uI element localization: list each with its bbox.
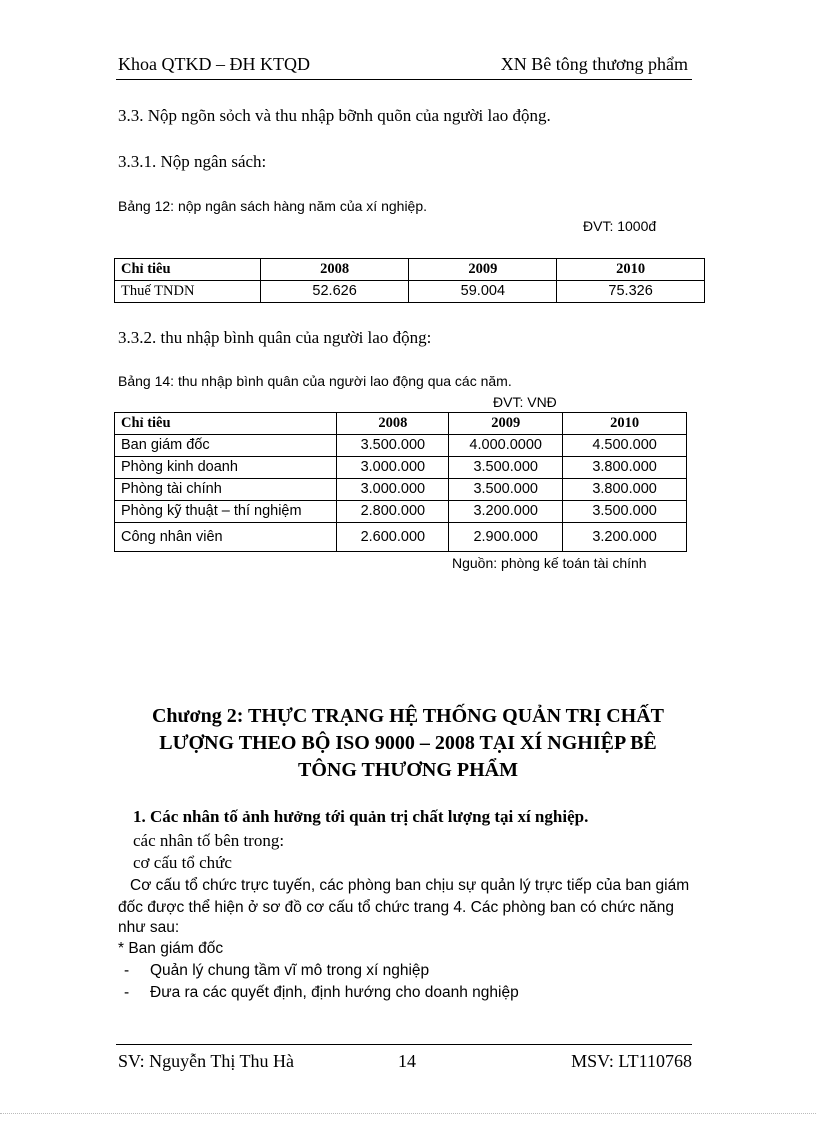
- table-cell: 4.000.0000: [449, 435, 563, 457]
- table14-unit: ĐVT: VNĐ: [493, 394, 557, 410]
- table-cell: 3.500.000: [449, 479, 563, 501]
- footer-left: SV: Nguyễn Thị Thu Hà: [118, 1051, 294, 1071]
- table-header-row: [115, 413, 687, 435]
- chapter-title-line-1: Chương 2: THỰC TRẠNG HỆ THỐNG QUẢN TRỊ CHẤT: [151, 705, 665, 727]
- footer-rule: [116, 1044, 692, 1045]
- table-header-cell: 2009: [449, 413, 563, 435]
- table12: [114, 258, 705, 303]
- table-row: [115, 523, 687, 552]
- bullet-heading: * Ban giám đốc: [118, 940, 224, 957]
- table-cell: Công nhân viên: [115, 523, 337, 552]
- header-left: Khoa QTKD – ĐH KTQD: [118, 54, 310, 74]
- table-cell: 2.600.000: [337, 523, 449, 552]
- section-3-3-heading: 3.3. Nộp ngõn sỏch và thu nhập bỡnh quõn của người lao động.: [118, 106, 551, 125]
- page-number: 14: [398, 1051, 416, 1071]
- table-cell: 3.500.000: [337, 435, 449, 457]
- table-row: [115, 501, 687, 523]
- table-header-cell: Chỉ tiêu: [115, 413, 337, 435]
- table12-unit: ĐVT: 1000đ: [583, 218, 657, 234]
- table-row: [115, 281, 705, 303]
- table-header-cell: Chỉ tiêu: [115, 259, 261, 281]
- table-cell: 3.500.000: [449, 457, 563, 479]
- table-cell: 2.900.000: [449, 523, 563, 552]
- table-cell: 3.800.000: [563, 479, 687, 501]
- chapter-title-line-3: TÔNG THƯƠNG PHẨM: [298, 759, 518, 781]
- chapter-title-line-2: LƯỢNG THEO BỘ ISO 9000 – 2008 TẠI XÍ NGHIỆP BÊ: [159, 732, 657, 754]
- table-cell: Phòng kỹ thuật – thí nghiệm: [115, 501, 337, 523]
- section-3-3-2-heading: 3.3.2. thu nhập bình quân của người lao động:: [118, 328, 432, 347]
- header-right: XN Bê tông thương phẩm: [500, 54, 688, 74]
- table14-source: Nguồn: phòng kế toán tài chính: [452, 555, 647, 571]
- table-cell: 2.800.000: [337, 501, 449, 523]
- table-cell: 3.500.000: [563, 501, 687, 523]
- table14: [114, 412, 687, 552]
- body-subheading-structure: cơ cấu tổ chức: [133, 853, 232, 872]
- body-paragraph-line: Cơ cấu tổ chức trực tuyến, các phòng ban chịu sự quản lý trực tiếp của ban giám: [130, 877, 690, 894]
- body-paragraph-line: đốc được thể hiện ở sơ đồ cơ cấu tổ chức trang 4. Các phòng ban có chức năng: [118, 899, 675, 916]
- table-cell: Ban giám đốc: [115, 435, 337, 457]
- body-subheading-internal: các nhân tố bên trong:: [133, 831, 285, 850]
- table-cell: Phòng kinh doanh: [115, 457, 337, 479]
- dash-list-item: Đưa ra các quyết định, định hướng cho doanh nghiệp: [150, 984, 519, 1001]
- footer-right: MSV: LT110768: [571, 1051, 692, 1071]
- header-rule: [116, 79, 692, 80]
- table-row: [115, 435, 687, 457]
- table-header-cell: 2010: [557, 259, 705, 281]
- page-bottom-divider: [0, 1113, 816, 1114]
- table-header-row: [115, 259, 705, 281]
- table-header-cell: 2009: [409, 259, 557, 281]
- table-header-cell: 2008: [260, 259, 409, 281]
- body-heading: 1. Các nhân tố ảnh hưởng tới quản trị chất lượng tại xí nghiệp.: [133, 807, 589, 826]
- table-cell: 4.500.000: [563, 435, 687, 457]
- table12-caption: Bảng 12: nộp ngân sách hàng năm của xí nghiệp.: [118, 198, 428, 214]
- table-header-cell: 2008: [337, 413, 449, 435]
- section-3-3-1-heading: 3.3.1. Nộp ngân sách:: [118, 152, 267, 171]
- dash-list-item: Quản lý chung tầm vĩ mô trong xí nghiệp: [150, 962, 430, 979]
- table-cell: Thuế TNDN: [115, 281, 261, 303]
- table-cell: 75.326: [557, 281, 705, 303]
- table-row: [115, 479, 687, 501]
- table-header-cell: 2010: [563, 413, 687, 435]
- table-cell: 52.626: [260, 281, 409, 303]
- body-paragraph-line: như sau:: [118, 919, 180, 936]
- dash-bullet: -: [124, 984, 130, 1001]
- table14-caption: Bảng 14: thu nhập bình quân của người lao động qua các năm.: [118, 373, 512, 389]
- table-cell: 59.004: [409, 281, 557, 303]
- table-row: [115, 457, 687, 479]
- table-cell: 3.200.000: [449, 501, 563, 523]
- dash-bullet: -: [124, 962, 130, 979]
- table-cell: 3.000.000: [337, 457, 449, 479]
- table-cell: 3.000.000: [337, 479, 449, 501]
- table-cell: Phòng tài chính: [115, 479, 337, 501]
- table-cell: 3.800.000: [563, 457, 687, 479]
- table-cell: 3.200.000: [563, 523, 687, 552]
